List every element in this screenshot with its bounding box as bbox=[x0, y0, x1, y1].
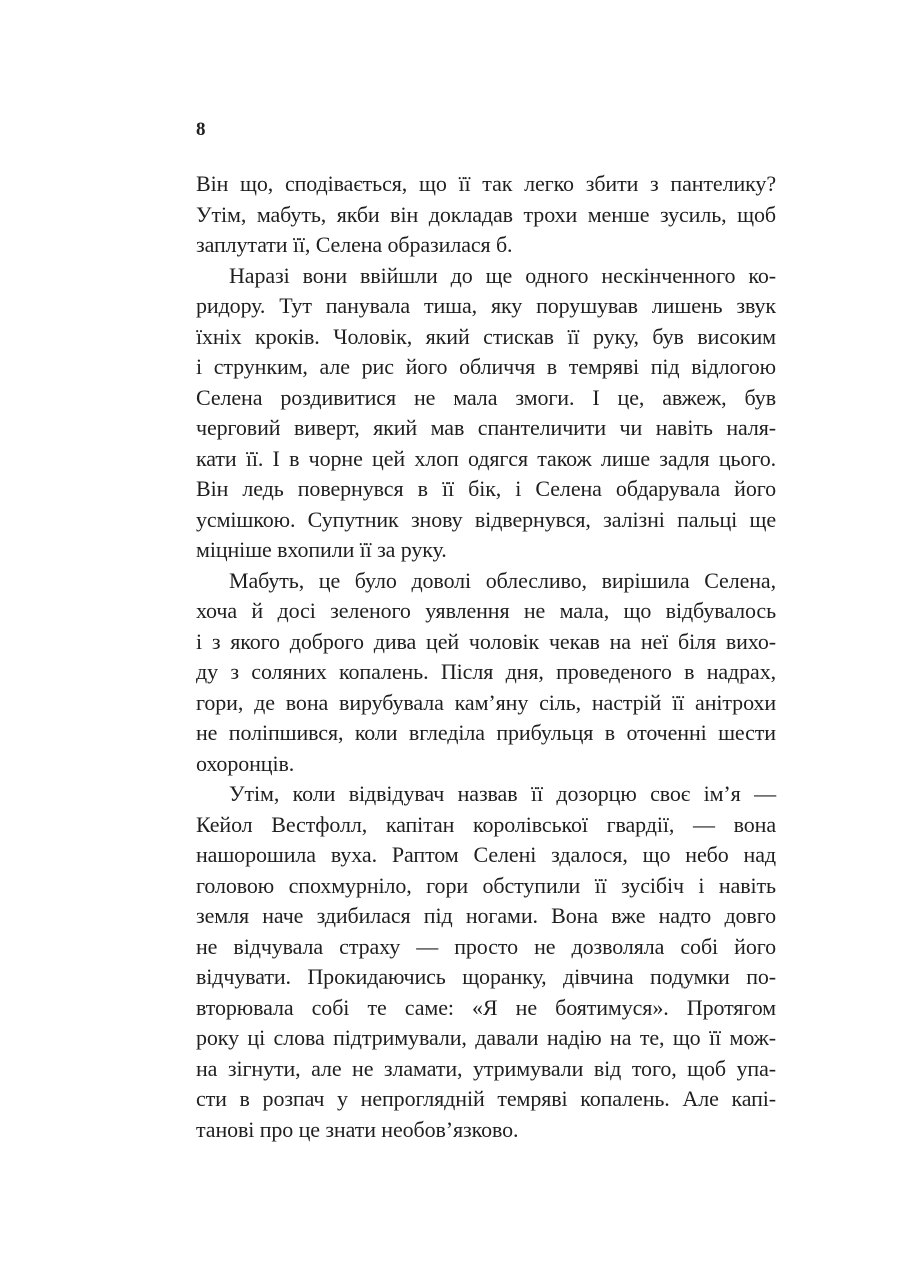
text-line: Мабуть, це було доволі облесливо, вирішила Селена, bbox=[229, 567, 776, 593]
text-line: заплутати її, Селена образилася б. bbox=[196, 232, 513, 257]
text-line: вторювала собі те саме: «Я не боятимуся». Протягом bbox=[196, 994, 776, 1020]
text-line: не відчувала страху — просто не дозволяла собі його bbox=[196, 933, 776, 959]
page-number: 8 bbox=[196, 119, 206, 140]
text-line: охоронців. bbox=[196, 750, 295, 776]
text-line: хоча й досі зеленого уявлення не мала, що відбувалось bbox=[196, 598, 776, 623]
page-text bbox=[196, 169, 776, 1145]
text-line: міцніше вхопили її за руку. bbox=[196, 537, 447, 562]
text-line: ридору. Тут панувала тиша, яку порушував лишень звук bbox=[196, 293, 776, 318]
text-line: Утім, коли відвідувач назвав її дозорцю своє ім’я — bbox=[229, 781, 776, 806]
text-line: Кейол Вестфолл, капітан королівської гвардії, — вона bbox=[196, 811, 776, 837]
text-line: Утім, мабуть, якби він докладав трохи менше зусиль, щоб bbox=[196, 201, 776, 227]
text-line: відчувати. Прокидаючись щоранку, дівчина подумки по- bbox=[196, 964, 776, 989]
text-line: гори, де вона вирубувала кам’яну сіль, настрій її анітрохи bbox=[196, 689, 776, 715]
text-line: не поліпшився, коли вгледіла прибульця в оточенні шести bbox=[196, 720, 776, 745]
text-line: їхніх кроків. Чоловік, який стискав її руку, був високим bbox=[196, 323, 776, 349]
text-line: на зігнути, але не зламати, утримували від того, щоб упа- bbox=[196, 1055, 776, 1081]
text-line: Він ледь повернувся в її бік, і Селена обдарувала його bbox=[196, 476, 776, 501]
text-line: нашорошила вуха. Раптом Селені здалося, що небо над bbox=[196, 842, 776, 867]
text-line: танові про це знати необов’язково. bbox=[196, 1116, 519, 1142]
text-line: і струнким, але рис його обличчя в темряві під відлогою bbox=[196, 354, 776, 379]
text-line: головою спохмурніло, гори обступили її зусібіч і навіть bbox=[196, 872, 776, 898]
text-line: усмішкою. Супутник знову відвернувся, залізні пальці ще bbox=[196, 506, 776, 532]
text-line: року ці слова підтримували, давали надію на те, що її мож- bbox=[196, 1025, 776, 1050]
text-line: земля наче здибилася під ногами. Вона вже надто довго bbox=[196, 903, 776, 928]
text-line: кати її. І в чорне цей хлоп одягся також лише задля цього. bbox=[196, 445, 776, 471]
text-line: Наразі вони ввійшли до ще одного нескінченного ко- bbox=[229, 262, 776, 288]
text-line: і з якого доброго дива цей чоловік чекав на неї біля вихо- bbox=[196, 628, 776, 654]
text-line: Він що, сподівається, що її так легко збити з пантелику? bbox=[196, 171, 776, 196]
text-line: ду з соляних копалень. Після дня, проведеного в надрах, bbox=[196, 659, 776, 684]
text-line: сти в розпач у непроглядній темряві копалень. Але капі- bbox=[196, 1086, 776, 1111]
text-line: черговий виверт, який мав спантеличити чи навіть наля- bbox=[196, 415, 776, 440]
text-line: Селена роздивитися не мала змоги. І це, авжеж, був bbox=[196, 384, 776, 410]
